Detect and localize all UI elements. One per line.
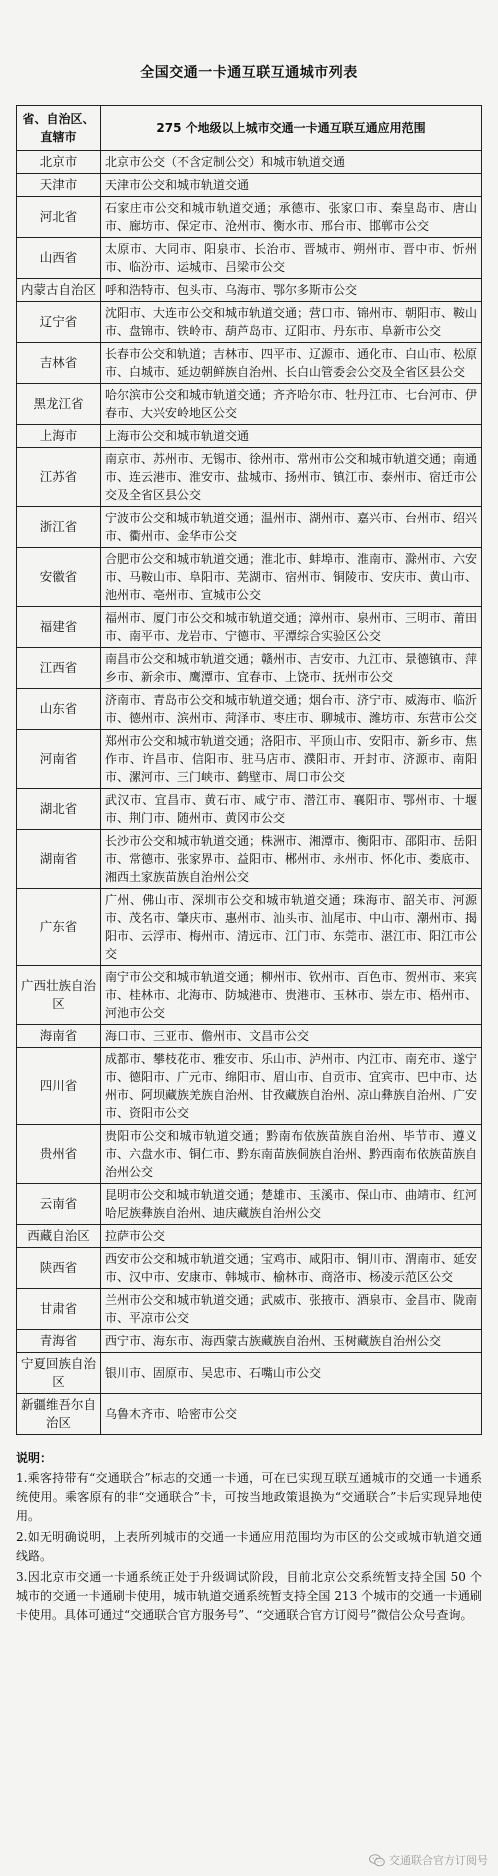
table-row — [17, 1225, 482, 1248]
province-cell: 云南省 — [17, 1184, 101, 1225]
table-header-row — [17, 106, 482, 151]
scope-cell: 西宁市、海东市、海西蒙古族藏族自治州、玉树藏族自治州公交 — [101, 1330, 482, 1353]
table-row — [17, 830, 482, 889]
table-row — [17, 302, 482, 343]
header-province: 省、自治区、直辖市 — [17, 106, 101, 151]
scope-cell: 乌鲁木齐市、哈密市公交 — [101, 1394, 482, 1435]
province-cell: 西藏自治区 — [17, 1225, 101, 1248]
table-row — [17, 1048, 482, 1125]
table-row — [17, 343, 482, 384]
province-cell: 吉林省 — [17, 343, 101, 384]
city-table — [16, 105, 482, 1435]
table-row — [17, 197, 482, 238]
table-row — [17, 966, 482, 1025]
table-row — [17, 448, 482, 507]
province-cell: 河南省 — [17, 730, 101, 789]
table-row — [17, 548, 482, 607]
table-row — [17, 1025, 482, 1048]
table-row — [17, 1353, 482, 1394]
scope-cell: 上海市公交和城市轨道交通 — [101, 425, 482, 448]
province-cell: 青海省 — [17, 1330, 101, 1353]
province-cell: 甘肃省 — [17, 1289, 101, 1330]
table-row — [17, 425, 482, 448]
scope-cell: 天津市公交和城市轨道交通 — [101, 174, 482, 197]
table-row — [17, 238, 482, 279]
table-row — [17, 889, 482, 966]
note-item: 1.乘客持带有“交通联合”标志的交通一卡通，可在已实现互联互通城市的交通一卡通系统使用。乘客原有的非“交通联合”卡，可按当地政策退换为“交通联合”卡后实现异地使用。 — [16, 1471, 482, 1523]
province-cell: 江苏省 — [17, 448, 101, 507]
scope-cell: 沈阳市、大连市公交和城市轨道交通；营口市、锦州市、朝阳市、鞍山市、盘锦市、铁岭市、葫芦岛市、辽阳市、丹东市、阜新市公交 — [101, 302, 482, 343]
table-row — [17, 1184, 482, 1225]
province-cell: 天津市 — [17, 174, 101, 197]
scope-cell: 太原市、大同市、阳泉市、长治市、晋城市、朔州市、晋中市、忻州市、临汾市、运城市、吕梁市公交 — [101, 238, 482, 279]
table-row — [17, 689, 482, 730]
scope-cell: 西安市公交和城市轨道交通；宝鸡市、咸阳市、铜川市、渭南市、延安市、汉中市、安康市、韩城市、榆林市、商洛市、杨凌示范区公交 — [101, 1248, 482, 1289]
scope-cell: 合肥市公交和城市轨道交通；淮北市、蚌埠市、淮南市、滁州市、六安市、马鞍山市、阜阳市、芜湖市、宿州市、铜陵市、安庆市、黄山市、池州市、亳州市、宣城市公交 — [101, 548, 482, 607]
province-cell: 湖南省 — [17, 830, 101, 889]
table-row — [17, 1330, 482, 1353]
scope-cell: 宁波市公交和城市轨道交通；温州市、湖州市、嘉兴市、台州市、绍兴市、衢州市、金华市公交 — [101, 507, 482, 548]
scope-cell: 成都市、攀枝花市、雅安市、乐山市、泸州市、内江市、南充市、遂宁市、德阳市、广元市、绵阳市、眉山市、自贡市、宜宾市、巴中市、达州市、阿坝藏族羌族自治州、甘孜藏族自治州、凉山彝族自治州、广安市、资阳市公交 — [101, 1048, 482, 1125]
province-cell: 浙江省 — [17, 507, 101, 548]
header-scope: 275 个地级以上城市交通一卡通互联互通应用范围 — [101, 106, 482, 151]
province-cell: 山西省 — [17, 238, 101, 279]
scope-cell: 银川市、固原市、吴忠市、石嘴山市公交 — [101, 1353, 482, 1394]
scope-cell: 南京市、苏州市、无锡市、徐州市、常州市公交和城市轨道交通；南通市、连云港市、淮安市、盐城市、扬州市、镇江市、泰州市、宿迁市公交及全省区县公交 — [101, 448, 482, 507]
scope-cell: 海口市、三亚市、儋州市、文昌市公交 — [101, 1025, 482, 1048]
table-row — [17, 730, 482, 789]
scope-cell: 福州市、厦门市公交和城市轨道交通；漳州市、泉州市、三明市、莆田市、南平市、龙岩市、宁德市、平潭综合实验区公交 — [101, 607, 482, 648]
scope-cell: 武汉市、宜昌市、黄石市、咸宁市、潜江市、襄阳市、鄂州市、十堰市、荆门市、随州市、黄冈市公交 — [101, 789, 482, 830]
province-cell: 贵州省 — [17, 1125, 101, 1184]
province-cell: 四川省 — [17, 1048, 101, 1125]
table-row — [17, 789, 482, 830]
scope-cell: 兰州市公交和城市轨道交通；武威市、张掖市、酒泉市、金昌市、陇南市、平凉市公交 — [101, 1289, 482, 1330]
table-row — [17, 1289, 482, 1330]
page-title: 全国交通一卡通互联互通城市列表 — [140, 65, 358, 81]
scope-cell: 昆明市公交和城市轨道交通；楚雄市、玉溪市、保山市、曲靖市、红河哈尼族彝族自治州、迪庆藏族自治州公交 — [101, 1184, 482, 1225]
province-cell: 辽宁省 — [17, 302, 101, 343]
notes-section — [16, 1449, 482, 1625]
province-cell: 内蒙古自治区 — [17, 279, 101, 302]
province-cell: 陕西省 — [17, 1248, 101, 1289]
province-cell: 北京市 — [17, 151, 101, 174]
province-cell: 上海市 — [17, 425, 101, 448]
scope-cell: 石家庄市公交和城市轨道交通；承德市、张家口市、秦皇岛市、唐山市、廊坊市、保定市、沧州市、衡水市、邢台市、邯郸市公交 — [101, 197, 482, 238]
scope-cell: 郑州市公交和城市轨道交通；洛阳市、平顶山市、安阳市、新乡市、焦作市、许昌市、信阳市、驻马店市、濮阳市、开封市、济源市、南阳市、漯河市、三门峡市、鹤壁市、周口市公交 — [101, 730, 482, 789]
province-cell: 福建省 — [17, 607, 101, 648]
province-cell: 广东省 — [17, 889, 101, 966]
province-cell: 黑龙江省 — [17, 384, 101, 425]
province-cell: 湖北省 — [17, 789, 101, 830]
table-row — [17, 1248, 482, 1289]
province-cell: 海南省 — [17, 1025, 101, 1048]
province-cell: 河北省 — [17, 197, 101, 238]
province-cell: 安徽省 — [17, 548, 101, 607]
table-row — [17, 1394, 482, 1435]
province-cell: 山东省 — [17, 689, 101, 730]
table-row — [17, 648, 482, 689]
scope-cell: 长沙市公交和城市轨道交通；株洲市、湘潭市、衡阳市、邵阳市、岳阳市、常德市、张家界市、益阳市、郴州市、永州市、怀化市、娄底市、湘西土家族苗族自治州公交 — [101, 830, 482, 889]
scope-cell: 拉萨市公交 — [101, 1225, 482, 1248]
scope-cell: 广州、佛山市、深圳市公交和城市轨道交通；珠海市、韶关市、河源市、茂名市、肇庆市、惠州市、汕头市、汕尾市、中山市、潮州市、揭阳市、云浮市、梅州市、清远市、江门市、东莞市、湛江市、阳江市公交 — [101, 889, 482, 966]
table-row — [17, 384, 482, 425]
province-cell: 宁夏回族自治区 — [17, 1353, 101, 1394]
table-row — [17, 174, 482, 197]
scope-cell: 北京市公交（不含定制公交）和城市轨道交通 — [101, 151, 482, 174]
table-row — [17, 279, 482, 302]
scope-cell: 贵阳市公交和城市轨道交通；黔南布依族苗族自治州、毕节市、遵义市、六盘水市、铜仁市、黔东南苗族侗族自治州、黔西南布依族苗族自治州公交 — [101, 1125, 482, 1184]
watermark — [369, 1852, 488, 1868]
table-body — [17, 151, 482, 1435]
scope-cell: 呼和浩特市、包头市、乌海市、鄂尔多斯市公交 — [101, 279, 482, 302]
scope-cell: 南宁市公交和城市轨道交通；柳州市、钦州市、百色市、贺州市、来宾市、桂林市、北海市、防城港市、贵港市、玉林市、崇左市、梧州市、河池市公交 — [101, 966, 482, 1025]
note-item: 3.因北京市交通一卡通系统正处于升级调试阶段，目前北京公交系统暂支持全国 50 个城市的交通一卡通刷卡使用，城市轨道交通系统暂支持全国 213 个城市的交通一卡通刷卡使用。具体可通过“交通联合官方服务号”、“交通联合官方订阅号”微信公众号查询。 — [16, 1570, 482, 1622]
note-item: 2.如无明确说明，上表所列城市的交通一卡通应用范围均为市区的公交或城市轨道交通线路。 — [16, 1530, 482, 1563]
wechat-icon — [369, 1854, 385, 1867]
table-row — [17, 151, 482, 174]
scope-cell: 济南市、青岛市公交和城市轨道交通；烟台市、济宁市、威海市、临沂市、德州市、滨州市、菏泽市、枣庄市、聊城市、潍坊市、东营市公交 — [101, 689, 482, 730]
scope-cell: 长春市公交和轨道；吉林市、四平市、辽源市、通化市、白山市、松原市、白城市、延边朝鲜族自治州、长白山管委会公交及全省区县公交 — [101, 343, 482, 384]
scope-cell: 哈尔滨市公交和城市轨道交通；齐齐哈尔市、牡丹江市、七台河市、伊春市、大兴安岭地区公交 — [101, 384, 482, 425]
notes-title: 说明： — [16, 1451, 53, 1465]
watermark-text: 交通联合官方订阅号 — [389, 1854, 488, 1867]
table-row — [17, 507, 482, 548]
province-cell: 广西壮族自治区 — [17, 966, 101, 1025]
province-cell: 江西省 — [17, 648, 101, 689]
table-row — [17, 1125, 482, 1184]
scope-cell: 南昌市公交和城市轨道交通；赣州市、吉安市、九江市、景德镇市、萍乡市、新余市、鹰潭市、宜春市、上饶市、抚州市公交 — [101, 648, 482, 689]
table-row — [17, 607, 482, 648]
province-cell: 新疆维吾尔自治区 — [17, 1394, 101, 1435]
